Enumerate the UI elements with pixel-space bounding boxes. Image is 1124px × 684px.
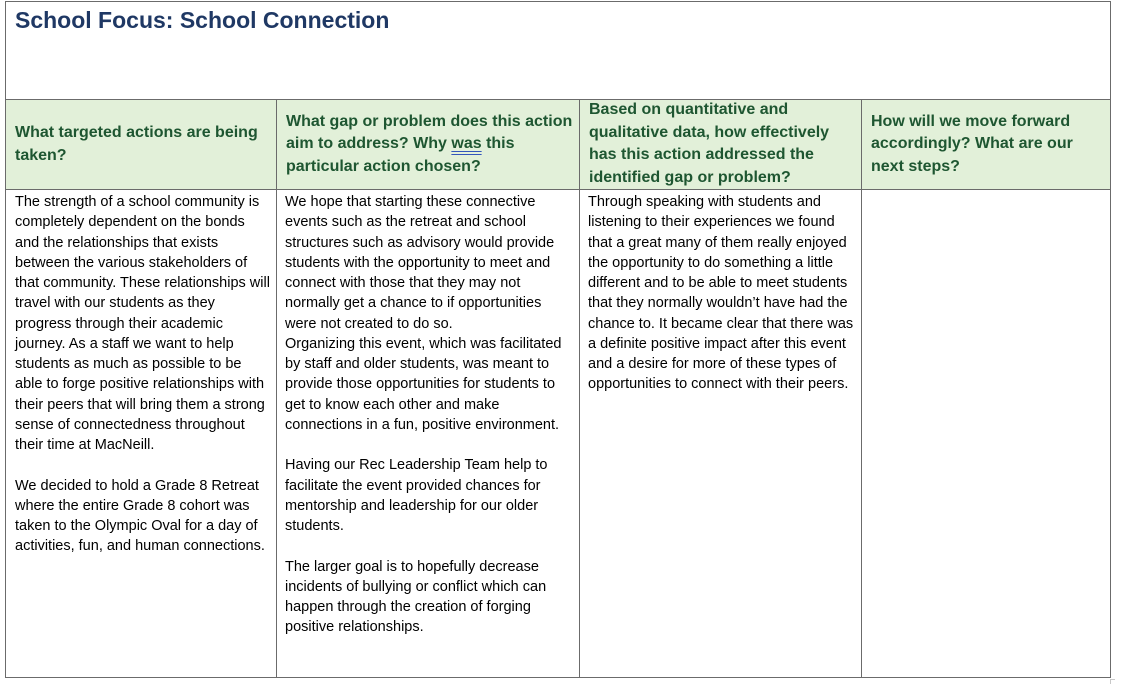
header-cell-effectiveness bbox=[579, 100, 861, 189]
header-actions-text: What targeted actions are being taken? bbox=[15, 124, 258, 164]
body-cell-gap bbox=[276, 190, 579, 677]
header-row bbox=[6, 100, 1110, 190]
header-gap-text-end: this particular action chosen? bbox=[286, 135, 515, 175]
body-row bbox=[6, 190, 1110, 677]
header-cell-next-steps bbox=[861, 100, 1110, 189]
body-effectiveness-text: Through speaking with students and listening to their experiences we found that a great many of them really enjoyed the opportunity to do something a little different and to be able to meet students that they normally wouldn’t have had the chance to. It became clear that there was a definite positive impact after this event and a desire for more of these types of opportunities to connect with their peers. bbox=[588, 194, 854, 393]
table-resize-handle[interactable] bbox=[1110, 679, 1115, 684]
header-gap-underlined-word: was bbox=[451, 135, 482, 153]
action-plan-table bbox=[5, 1, 1111, 678]
header-cell-actions bbox=[6, 100, 276, 189]
header-cell-gap bbox=[276, 100, 579, 189]
header-next-steps-text: How will we move forward accordingly? What are our next steps? bbox=[871, 112, 1073, 175]
header-effectiveness-text: Based on quantitative and qualitative data, how effectively has this action addressed the identified gap or problem? bbox=[589, 101, 830, 186]
body-gap-text: We hope that starting these connective events such as the retreat and school structures such as advisory would provide students with the opportunity to meet and connect with those that they may not normally get a chance to if opportunities were not created to do so. Organizing this event, which was facilitated by staff and older students, was meant to provide those opportunities for students to get to know each other and make connections in a fun, positive environment. Having our Rec Leadership Team help to facilitate the event provided chances for mentorship and leadership for our older students. The larger goal is to hopefully decrease incidents of bullying or conflict which can happen through the creation of forging positive relationships. bbox=[285, 194, 562, 636]
body-actions-text: The strength of a school community is completely dependent on the bonds and the relationships that exists between the various stakeholders of that community. These relationships will travel with our students as they progress through their academic journey. As a staff we want to help students as much as possible to be able to forge positive relationships with their peers that will bring them a strong sense of connectedness throughout their time at MacNeill. We decided to hold a Grade 8 Retreat where the entire Grade 8 cohort was taken to the Olympic Oval for a day of activities, fun, and human connections. bbox=[15, 194, 270, 555]
page-title: School Focus: School Connection bbox=[15, 7, 390, 33]
body-cell-effectiveness bbox=[579, 190, 861, 677]
header-gap-text bbox=[286, 111, 573, 179]
body-next-steps-text[interactable] bbox=[862, 190, 1110, 192]
body-cell-next-steps bbox=[861, 190, 1110, 677]
title-row bbox=[6, 2, 1110, 100]
body-cell-actions bbox=[6, 190, 276, 677]
header-gap-text-start: What gap or problem does this action aim to address? Why bbox=[286, 112, 573, 153]
